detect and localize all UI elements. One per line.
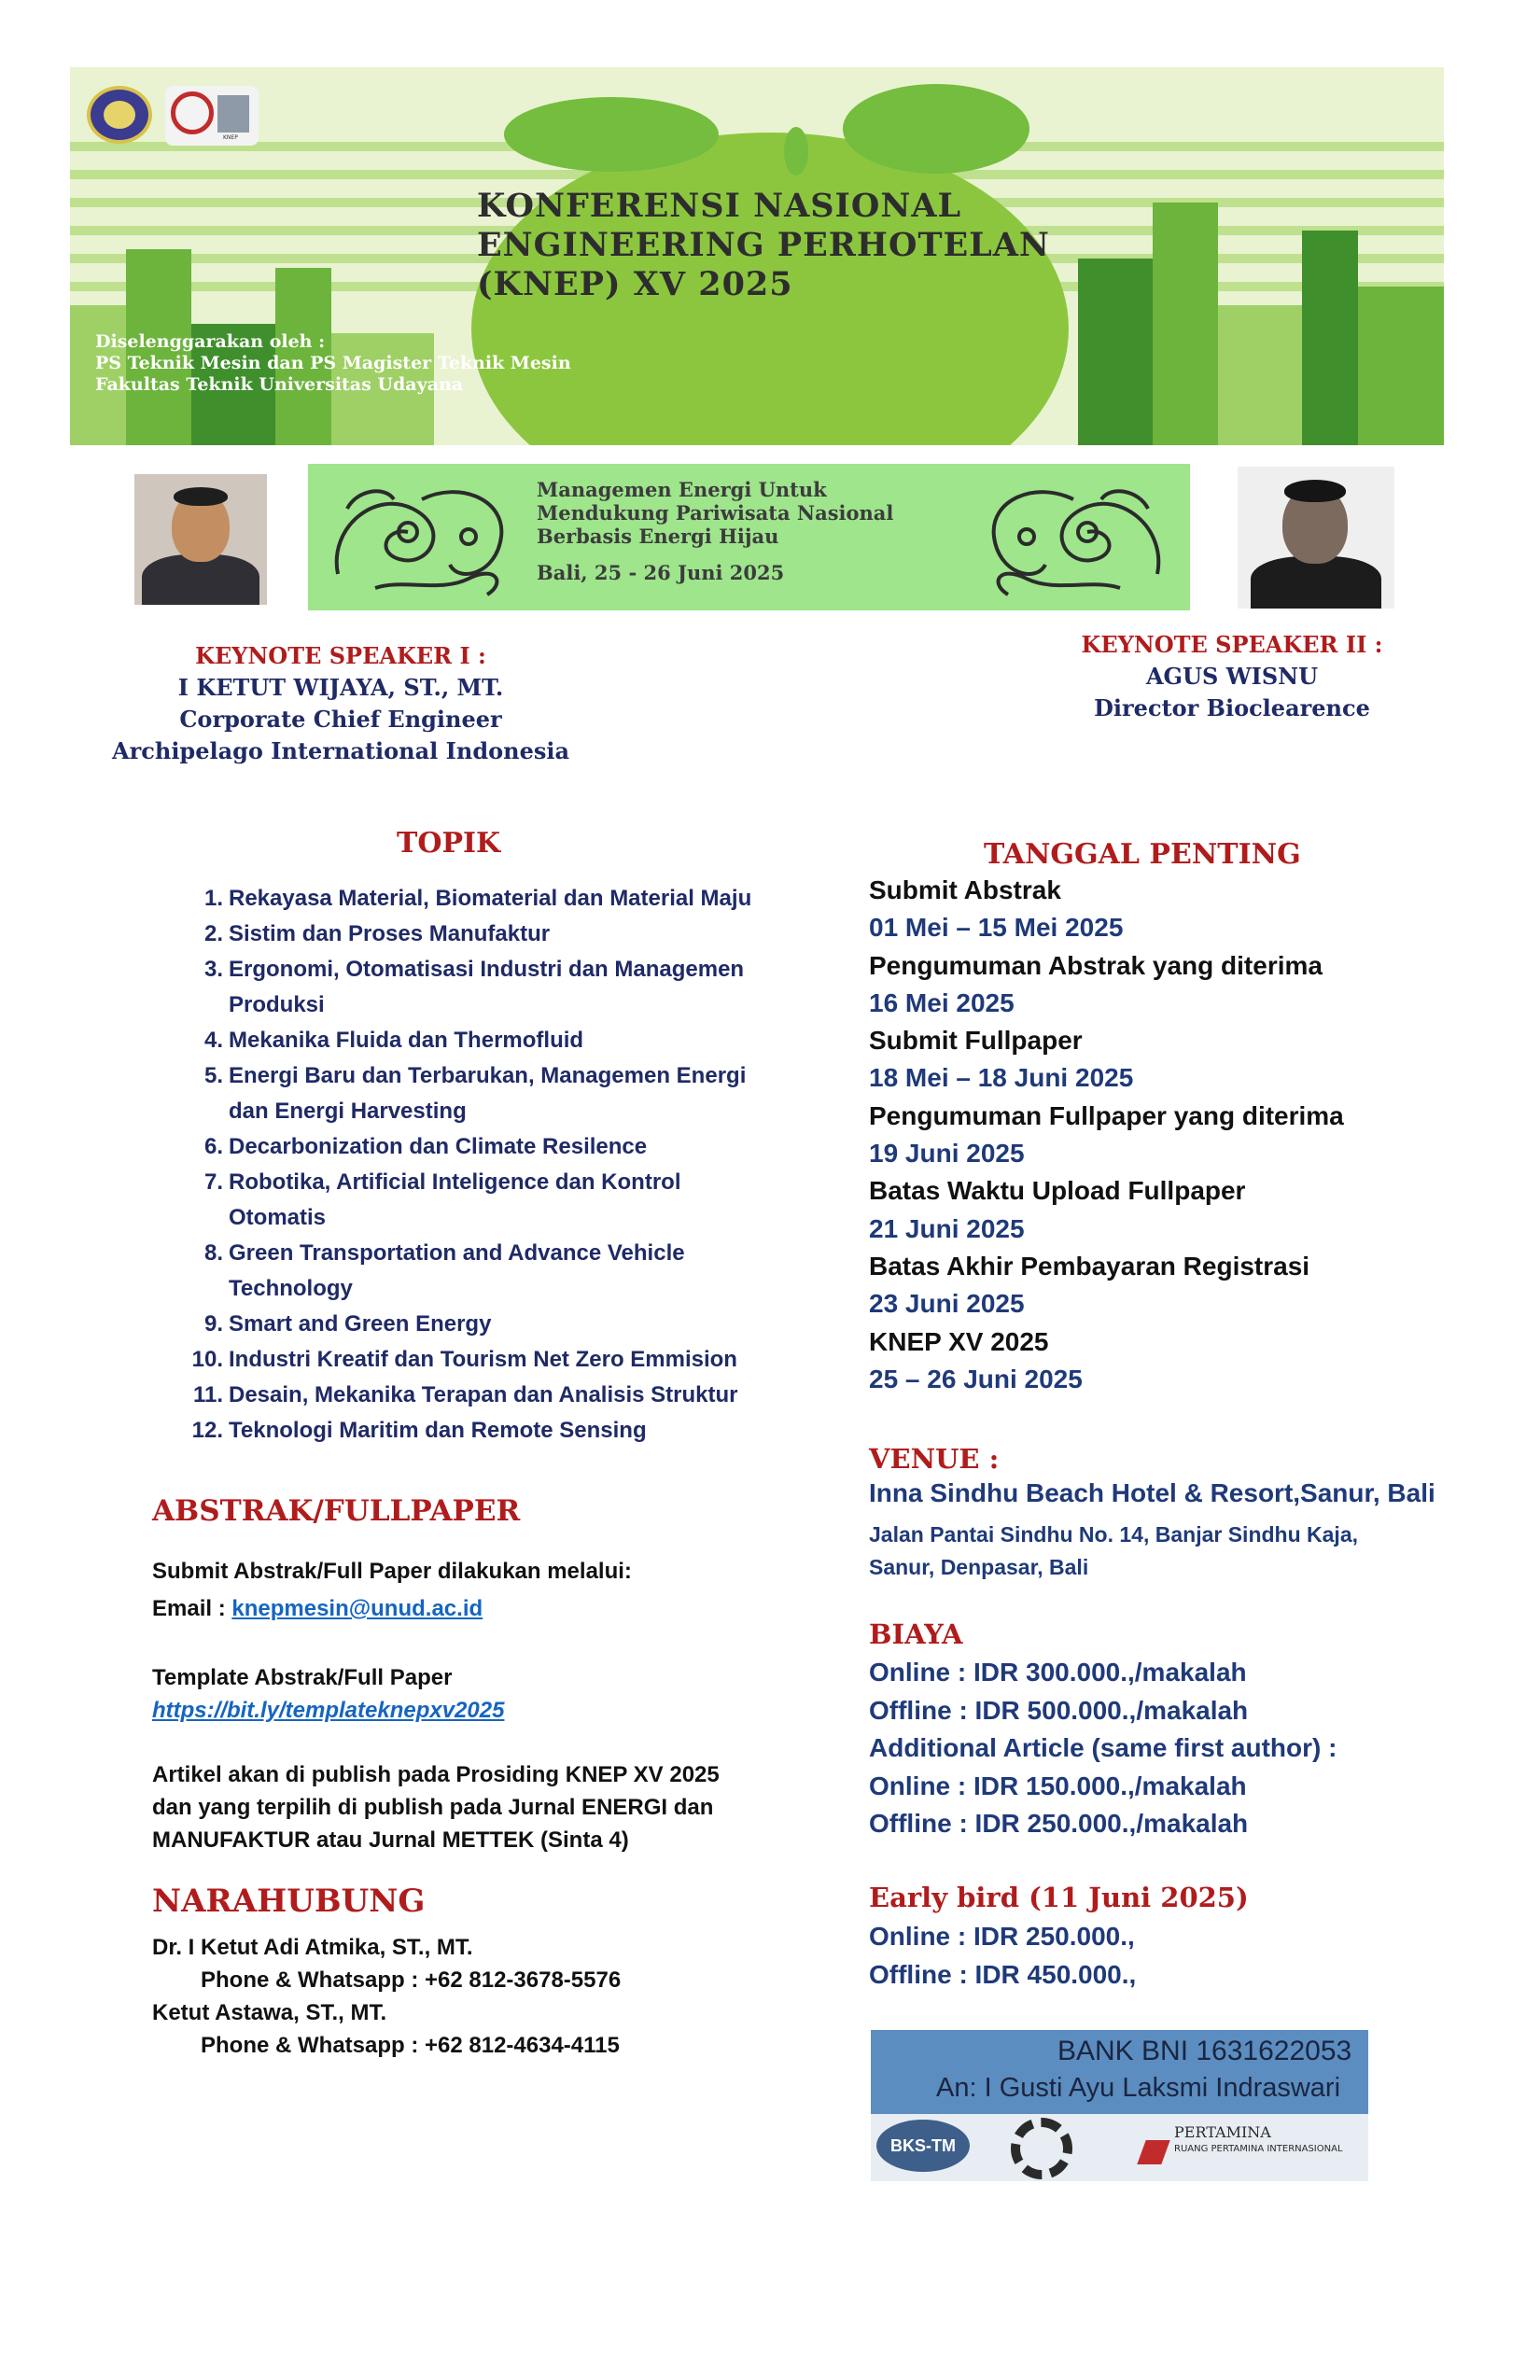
theme-line: Mendukung Pariwisata Nasional bbox=[537, 501, 894, 525]
keynote-speaker-1 bbox=[56, 640, 625, 767]
topic-item bbox=[184, 1058, 781, 1129]
theme-text bbox=[537, 478, 893, 548]
topic-text: Smart and Green Energy bbox=[229, 1311, 492, 1337]
topic-text: Green Transportation and Advance Vehicle Technology bbox=[229, 1240, 685, 1301]
early-bird-line: Online : IDR 250.000., bbox=[869, 1922, 1135, 1951]
conference-banner bbox=[70, 67, 1444, 445]
date-value: 25 – 26 Juni 2025 bbox=[869, 1364, 1083, 1393]
email-line bbox=[152, 1596, 483, 1622]
date-value: 23 Juni 2025 bbox=[869, 1289, 1025, 1319]
balinese-ornament-icon bbox=[319, 471, 520, 602]
date-label: Submit Abstrak bbox=[869, 875, 1061, 904]
email-link[interactable]: knepmesin@unud.ac.id bbox=[231, 1596, 483, 1621]
leaf-shape bbox=[843, 84, 1029, 174]
topic-item bbox=[184, 1236, 781, 1307]
topic-text: Teknologi Maritim dan Remote Sensing bbox=[229, 1418, 647, 1443]
building-shape bbox=[1302, 231, 1358, 445]
building-shape bbox=[1153, 203, 1218, 445]
topic-text: Sistim dan Proses Manufaktur bbox=[229, 921, 551, 946]
speaker-role: Director Bioclearence bbox=[1094, 694, 1370, 721]
building-shape bbox=[1358, 287, 1444, 445]
speaker-role: Corporate Chief Engineer bbox=[179, 706, 502, 733]
topic-text: Energi Baru dan Terbarukan, Managemen Energi dan Energi Harvesting bbox=[229, 1063, 747, 1124]
topic-item bbox=[184, 1129, 781, 1165]
date-label: Pengumuman Abstrak yang diterima bbox=[869, 950, 1323, 980]
speaker-heading: KEYNOTE SPEAKER I : bbox=[195, 642, 486, 669]
venue-name: Inna Sindhu Beach Hotel & Resort,Sanur, Bali bbox=[869, 1478, 1435, 1507]
fee-line: Offline : IDR 250.000.,/makalah bbox=[869, 1809, 1249, 1838]
topic-text: Decarbonization dan Climate Resilence bbox=[229, 1134, 648, 1159]
title-line: ENGINEERING PERHOTELAN bbox=[477, 226, 1050, 264]
theme-line: Berbasis Energi Hijau bbox=[537, 525, 779, 548]
contact-list bbox=[152, 1931, 621, 2062]
topic-number: 1. bbox=[203, 886, 223, 911]
bank-holder: An: I Gusti Ayu Laksmi Indraswari bbox=[936, 2073, 1341, 2103]
topic-number: 9. bbox=[203, 1311, 223, 1337]
bank-account: BANK BNI 1631622053 bbox=[1057, 2036, 1352, 2066]
topic-text: Rekayasa Material, Biomaterial dan Material Maju bbox=[229, 886, 752, 911]
publish-line: Artikel akan di publish pada Prosiding KNEP XV 2025 bbox=[152, 1762, 720, 1787]
keynote-speaker-2 bbox=[999, 629, 1465, 724]
contact-phone: Phone & Whatsapp : +62 812-3678-5576 bbox=[201, 1967, 622, 1993]
topic-number: 4. bbox=[203, 1028, 223, 1053]
venue-heading: VENUE : bbox=[869, 1443, 1000, 1475]
bkstm-logo bbox=[876, 2120, 970, 2172]
topic-number: 7. bbox=[203, 1169, 223, 1195]
publish-line: MANUFAKTUR atau Jurnal METTEK (Sinta 4) bbox=[152, 1827, 629, 1853]
topic-number: 5. bbox=[203, 1063, 223, 1088]
speaker-heading: KEYNOTE SPEAKER II : bbox=[1081, 631, 1383, 658]
topic-text: Robotika, Artificial Inteligence dan Kontrol Otomatis bbox=[229, 1169, 681, 1230]
leaf-shape bbox=[784, 127, 808, 175]
date-value: 21 Juni 2025 bbox=[869, 1213, 1025, 1243]
early-bird-list bbox=[869, 1918, 1136, 1994]
publish-line: dan yang terpilih di publish pada Jurnal ENERGI dan bbox=[152, 1795, 714, 1820]
conference-title bbox=[477, 187, 1130, 304]
topic-list bbox=[184, 881, 781, 1449]
topic-item bbox=[184, 881, 781, 917]
contact-name: Dr. I Ketut Adi Atmika, ST., MT. bbox=[152, 1935, 473, 1960]
title-line: KONFERENSI NASIONAL bbox=[477, 187, 962, 225]
fees-list bbox=[869, 1654, 1337, 1843]
date-label: Pengumuman Fullpaper yang diterima bbox=[869, 1100, 1344, 1130]
topic-number: 2. bbox=[203, 921, 223, 946]
fee-line: Online : IDR 150.000.,/makalah bbox=[869, 1771, 1247, 1800]
udayana-logo bbox=[87, 86, 152, 144]
organizer-line: Fakultas Teknik Universitas Udayana bbox=[95, 374, 464, 395]
topic-item bbox=[184, 1165, 781, 1236]
logo-text: BKS-TM bbox=[890, 2136, 956, 2155]
logo-caption: KNEP bbox=[223, 134, 238, 141]
important-dates bbox=[869, 872, 1485, 1398]
topic-item bbox=[184, 917, 781, 952]
organizer-line: Diselenggarakan oleh : bbox=[95, 331, 326, 352]
contact-phone: Phone & Whatsapp : +62 812-4634-4115 bbox=[201, 2033, 620, 2058]
date-label: Batas Waktu Upload Fullpaper bbox=[869, 1176, 1246, 1206]
topic-item bbox=[184, 1378, 781, 1413]
publish-info bbox=[152, 1758, 720, 1856]
topic-number: 8. bbox=[203, 1240, 223, 1266]
topic-item bbox=[184, 952, 781, 1023]
topic-text: Desain, Mekanika Terapan dan Analisis Struktur bbox=[229, 1382, 738, 1407]
topic-text: Mekanika Fluida dan Thermofluid bbox=[229, 1028, 584, 1053]
date-value: 19 Juni 2025 bbox=[869, 1139, 1025, 1169]
abstract-heading: ABSTRAK/FULLPAPER bbox=[152, 1494, 521, 1528]
address-line: Jalan Pantai Sindhu No. 14, Banjar Sindhu Kaja, bbox=[869, 1522, 1359, 1547]
contact-heading: NARAHUBUNG bbox=[152, 1883, 426, 1920]
title-line: (KNEP) XV 2025 bbox=[477, 265, 793, 303]
speaker1-photo bbox=[134, 474, 267, 605]
leaf-shape bbox=[504, 97, 719, 172]
topic-item bbox=[184, 1023, 781, 1058]
fee-line: Online : IDR 300.000.,/makalah bbox=[869, 1658, 1247, 1687]
venue-address bbox=[869, 1519, 1358, 1584]
building-shape bbox=[1218, 305, 1302, 445]
topik-heading: TOPIK bbox=[397, 827, 501, 860]
topic-item bbox=[184, 1342, 781, 1378]
pertamina-sublabel: RUANG PERTAMINA INTERNASIONAL bbox=[1174, 2144, 1343, 2154]
topic-number: 10. bbox=[191, 1347, 223, 1372]
fees-heading: BIAYA bbox=[869, 1618, 963, 1650]
template-label: Template Abstrak/Full Paper bbox=[152, 1665, 453, 1690]
organizer-line: PS Teknik Mesin dan PS Magister Teknik Mesin bbox=[95, 353, 571, 373]
topic-text: Ergonomi, Otomatisasi Industri dan Managemen Produksi bbox=[229, 957, 745, 1017]
speaker-name: AGUS WISNU bbox=[1145, 663, 1319, 690]
knep-logo bbox=[165, 86, 259, 146]
submit-instructions: Submit Abstrak/Full Paper dilakukan melalui: bbox=[152, 1559, 632, 1584]
early-bird-line: Offline : IDR 450.000., bbox=[869, 1959, 1137, 1989]
organizer-text bbox=[95, 331, 749, 396]
bank-info-box bbox=[871, 2030, 1368, 2181]
pertamina-label: PERTAMINA bbox=[1174, 2123, 1271, 2141]
topic-number: 3. bbox=[203, 957, 223, 982]
topic-number: 6. bbox=[203, 1134, 223, 1159]
email-label: Email : bbox=[152, 1596, 232, 1621]
gear-icon bbox=[1011, 2118, 1072, 2179]
topic-item bbox=[184, 1413, 781, 1449]
fee-line: Additional Article (same first author) : bbox=[869, 1733, 1337, 1762]
template-link[interactable]: https://bit.ly/templateknepxv2025 bbox=[152, 1698, 505, 1723]
early-bird-heading: Early bird (11 Juni 2025) bbox=[869, 1882, 1249, 1913]
event-date: Bali, 25 - 26 Juni 2025 bbox=[537, 561, 785, 584]
topic-number: 12. bbox=[191, 1418, 223, 1443]
date-label: Batas Akhir Pembayaran Registrasi bbox=[869, 1251, 1310, 1281]
contact-name: Ketut Astawa, ST., MT. bbox=[152, 2000, 387, 2025]
date-value: 18 Mei – 18 Juni 2025 bbox=[869, 1063, 1134, 1093]
address-line: Sanur, Denpasar, Bali bbox=[869, 1555, 1089, 1579]
fee-line: Offline : IDR 500.000.,/makalah bbox=[869, 1695, 1249, 1725]
speaker-organization: Archipelago International Indonesia bbox=[111, 737, 570, 764]
date-label: KNEP XV 2025 bbox=[869, 1326, 1049, 1356]
topic-item bbox=[184, 1307, 781, 1342]
dates-heading: TANGGAL PENTING bbox=[984, 838, 1301, 871]
theme-line: Managemen Energi Untuk bbox=[537, 478, 827, 501]
topic-text: Industri Kreatif dan Tourism Net Zero Emmision bbox=[229, 1347, 737, 1372]
speaker-name: I KETUT WIJAYA, ST., MT. bbox=[177, 674, 504, 701]
date-value: 16 Mei 2025 bbox=[869, 987, 1015, 1017]
speaker2-photo bbox=[1238, 467, 1394, 609]
date-label: Submit Fullpaper bbox=[869, 1026, 1083, 1056]
topic-number: 11. bbox=[192, 1382, 223, 1407]
date-value: 01 Mei – 15 Mei 2025 bbox=[869, 913, 1124, 943]
balinese-ornament-icon bbox=[975, 471, 1176, 602]
theme-box bbox=[308, 464, 1190, 610]
